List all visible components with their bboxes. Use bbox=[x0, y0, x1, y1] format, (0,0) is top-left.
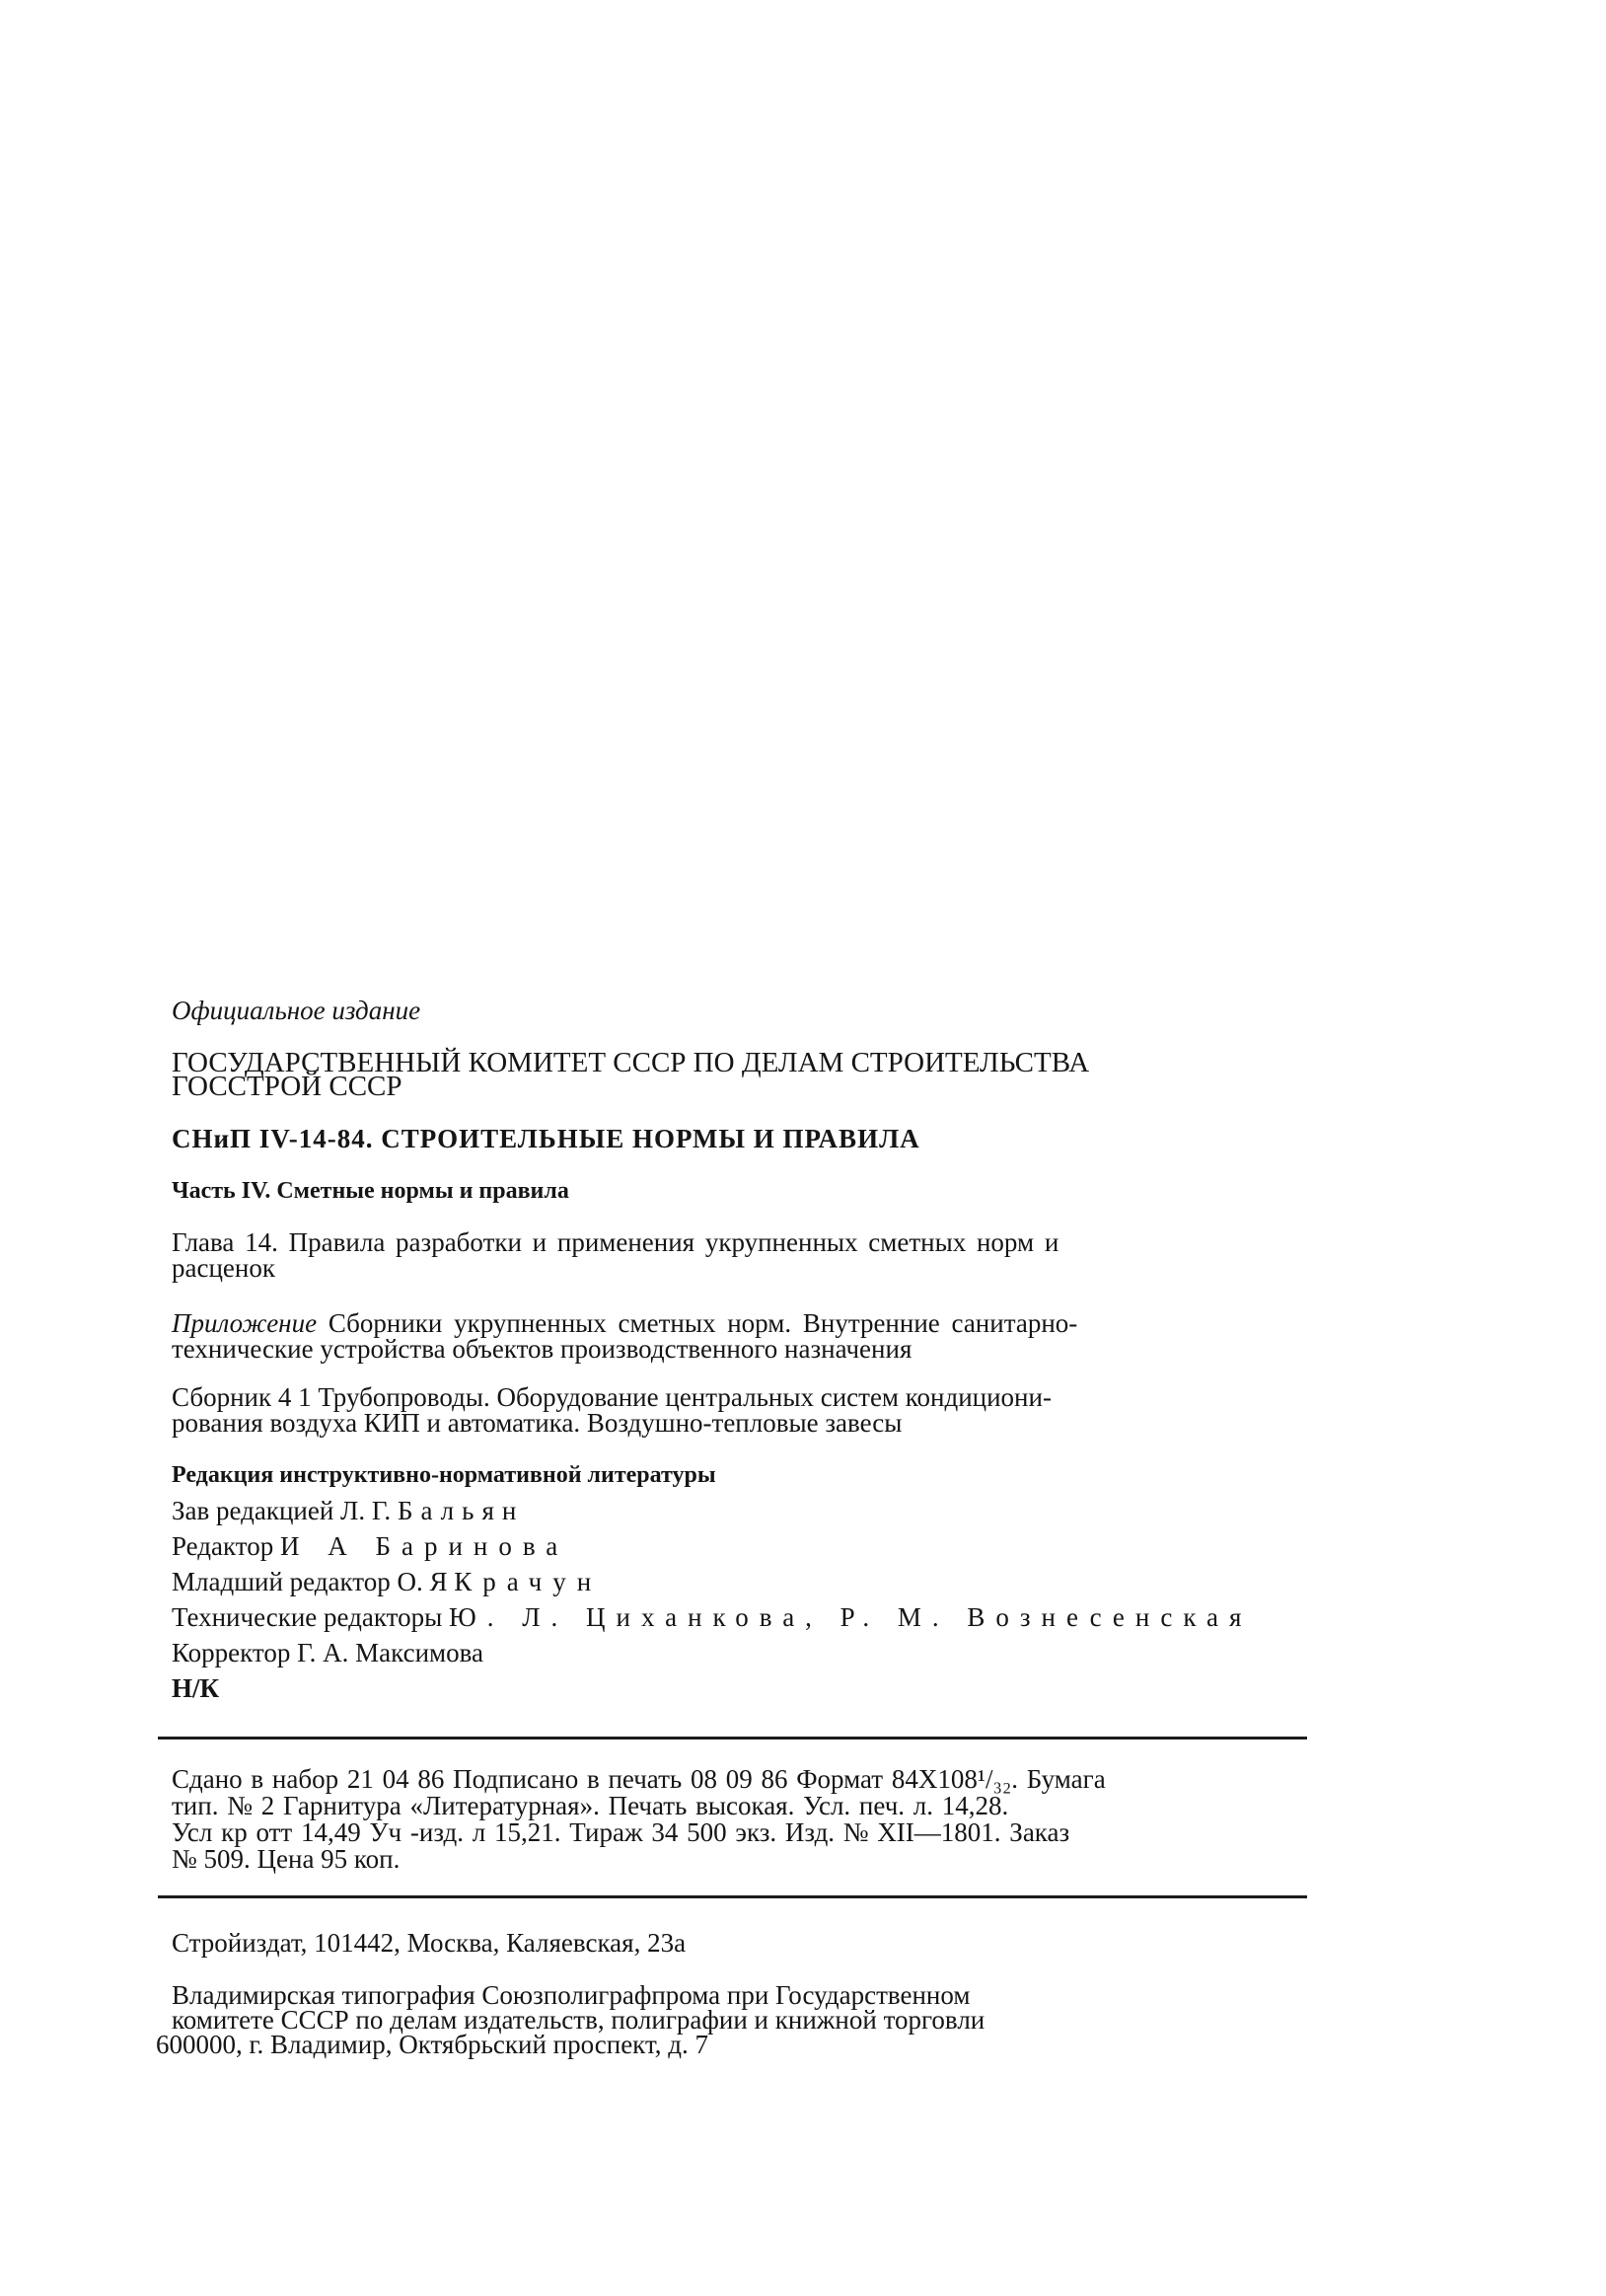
committee-line: ГОСУДАРСТВЕННЫЙ КОМИТЕТ СССР ПО ДЕЛАМ СТРОИТЕЛЬСТВА bbox=[172, 1047, 1090, 1078]
chapter-title bbox=[172, 1229, 1306, 1281]
appendix-description bbox=[172, 1310, 1306, 1362]
publisher-address: Стройиздат, 101442, Москва, Каляевская, 23а bbox=[172, 1928, 687, 1958]
print-detail-line: Сдано в набор 21 04 86 Подписано в печать 08 09 86 Формат 84X108¹/₃₂. Бумага bbox=[172, 1764, 1106, 1794]
printer-line: 600000, г. Владимир, Октябрьский проспект, д. 7 bbox=[156, 2030, 708, 2059]
credit-name: Крачун bbox=[454, 1567, 603, 1596]
credit-corrector: Корректор Г. А. Максимова bbox=[172, 1638, 483, 1667]
collection-line: Сборник 4 1 Трубопроводы. Оборудование центральных систем кондициони- bbox=[172, 1382, 1052, 1412]
print-detail-line: тип. № 2 Гарнитура «Литературная». Печать высокая. Усл. печ. л. 14,28. bbox=[172, 1791, 1009, 1820]
credit-head-editor bbox=[172, 1493, 1306, 1528]
appendix-line: технические устройства объектов производственного назначения bbox=[172, 1334, 912, 1364]
credit-editor bbox=[172, 1528, 1306, 1564]
credit-name: Ю. Л. Циханкова, Р. М. Вознесенская bbox=[448, 1602, 1253, 1632]
part-title bbox=[172, 1177, 1306, 1205]
appendix-text: Сборники укрупненных сметных норм. Внутренние санитарно- bbox=[328, 1308, 1078, 1338]
print-detail-line: № 509. Цена 95 коп. bbox=[172, 1844, 401, 1874]
collection-line: рования воздуха КИП и автоматика. Воздушно-тепловые завесы bbox=[172, 1408, 903, 1438]
credit-label: Редактор bbox=[172, 1531, 274, 1561]
credit-label: Зав редакцией Л. Г. bbox=[172, 1496, 392, 1525]
edition-label-text: Официальное издание bbox=[172, 996, 421, 1025]
editorial-title: Редакция инструктивно-нормативной литературы bbox=[172, 1462, 716, 1488]
separator-line bbox=[158, 1895, 1307, 1898]
printer-line: Владимирская типография Союзполиграфпрома при Государственном bbox=[172, 1980, 971, 2010]
appendix-label: Приложение bbox=[172, 1308, 318, 1338]
printer bbox=[156, 1980, 1306, 2059]
credit-name: Бальян bbox=[397, 1496, 525, 1525]
snip-title-text: СНиП IV-14-84. СТРОИТЕЛЬНЫЕ НОРМЫ И ПРАВИЛА bbox=[172, 1124, 920, 1153]
committee-line: ГОССТРОЙ СССР bbox=[172, 1071, 402, 1102]
print-details bbox=[172, 1766, 1306, 1873]
credit-label: Младший редактор О. Я bbox=[172, 1567, 448, 1596]
committee-heading bbox=[172, 1047, 1306, 1102]
credit-label: Технические редакторы bbox=[172, 1602, 443, 1632]
print-detail-line: Усл кр отт 14,49 Уч -изд. л 15,21. Тираж 34 500 экз. Изд. № XII—1801. Заказ bbox=[172, 1817, 1070, 1847]
printer-line: комитете СССР по делам издательств, полиграфии и книжной торговли bbox=[172, 2005, 986, 2035]
chapter-line: расценок bbox=[172, 1253, 275, 1283]
part-title-text: Часть IV. Сметные нормы и правила bbox=[172, 1178, 569, 1204]
credit-code: Н/К bbox=[172, 1673, 220, 1703]
credit-name: И А Баринова bbox=[279, 1531, 569, 1561]
publisher bbox=[172, 1929, 1306, 1957]
credit-junior-editor bbox=[172, 1564, 1306, 1599]
collection-description bbox=[172, 1384, 1306, 1436]
chapter-line: Глава 14. Правила разработки и применения укрупненных сметных норм и bbox=[172, 1227, 1059, 1257]
edition-label bbox=[172, 997, 1306, 1024]
separator-line bbox=[158, 1737, 1307, 1740]
appendix-line bbox=[172, 1310, 1306, 1336]
editorial-credits bbox=[172, 1457, 1306, 1706]
credit-tech-editors bbox=[172, 1599, 1306, 1635]
snip-title bbox=[172, 1125, 1306, 1152]
